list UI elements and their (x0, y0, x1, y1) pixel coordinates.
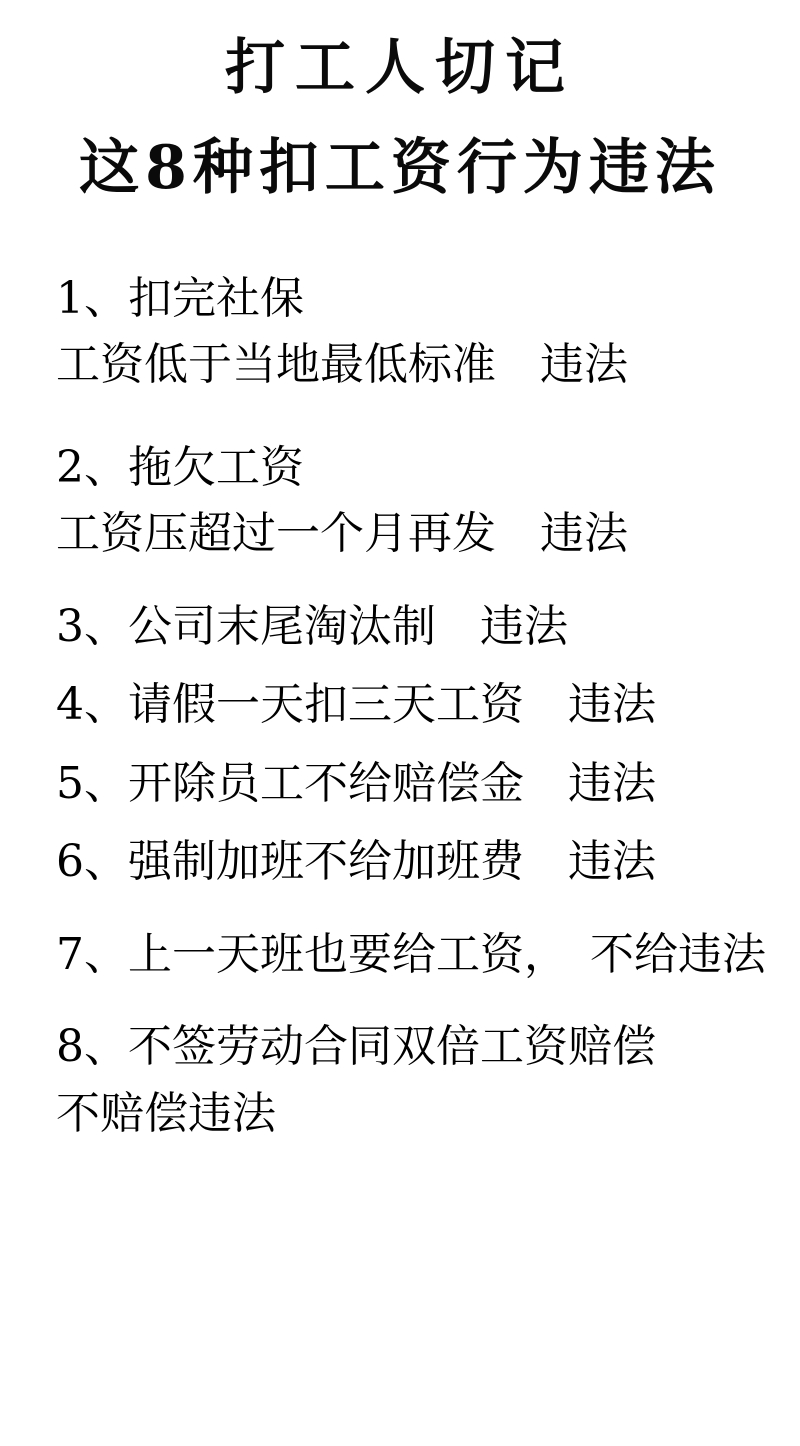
list-item (56, 924, 776, 986)
title-line-2: 这8种扣工资行为违法 (79, 133, 721, 203)
list-item-line-1: 5、开除员工不给赔偿金 违法 (56, 757, 656, 809)
bottom-spacer (0, 1167, 800, 1287)
list-item (56, 831, 776, 893)
list-item-line-2: 工资低于当地最低标准 违法 (56, 339, 628, 391)
list-item-line-1: 1、扣完社保 (56, 273, 304, 324)
page-title (0, 0, 800, 206)
list-item (56, 1016, 776, 1145)
list-item-line-1: 3、公司末尾淘汰制 违法 (56, 600, 568, 652)
list-item-line-1: 8、不签劳动合同双倍工资赔偿 (56, 1021, 656, 1073)
list-item-line-1: 4、请假一天扣三天工资 违法 (56, 679, 656, 731)
list-item (56, 596, 776, 658)
list-item-line-2: 工资压超过一个月再发 违法 (56, 508, 628, 560)
list-item-line-1: 7、上一天班也要给工资， 不给违法 (56, 928, 766, 980)
list-item-line-1: 6、强制加班不给加班费 违法 (56, 836, 656, 888)
list-item (56, 437, 776, 566)
violation-list (0, 268, 800, 1145)
list-item-line-1: 2、拖欠工资 (56, 441, 304, 493)
title-line-1: 打工人切记 (225, 33, 575, 103)
list-item (56, 753, 776, 815)
list-item (56, 268, 776, 397)
list-item (56, 674, 776, 736)
list-item-line-2: 不赔偿违法 (56, 1087, 276, 1139)
